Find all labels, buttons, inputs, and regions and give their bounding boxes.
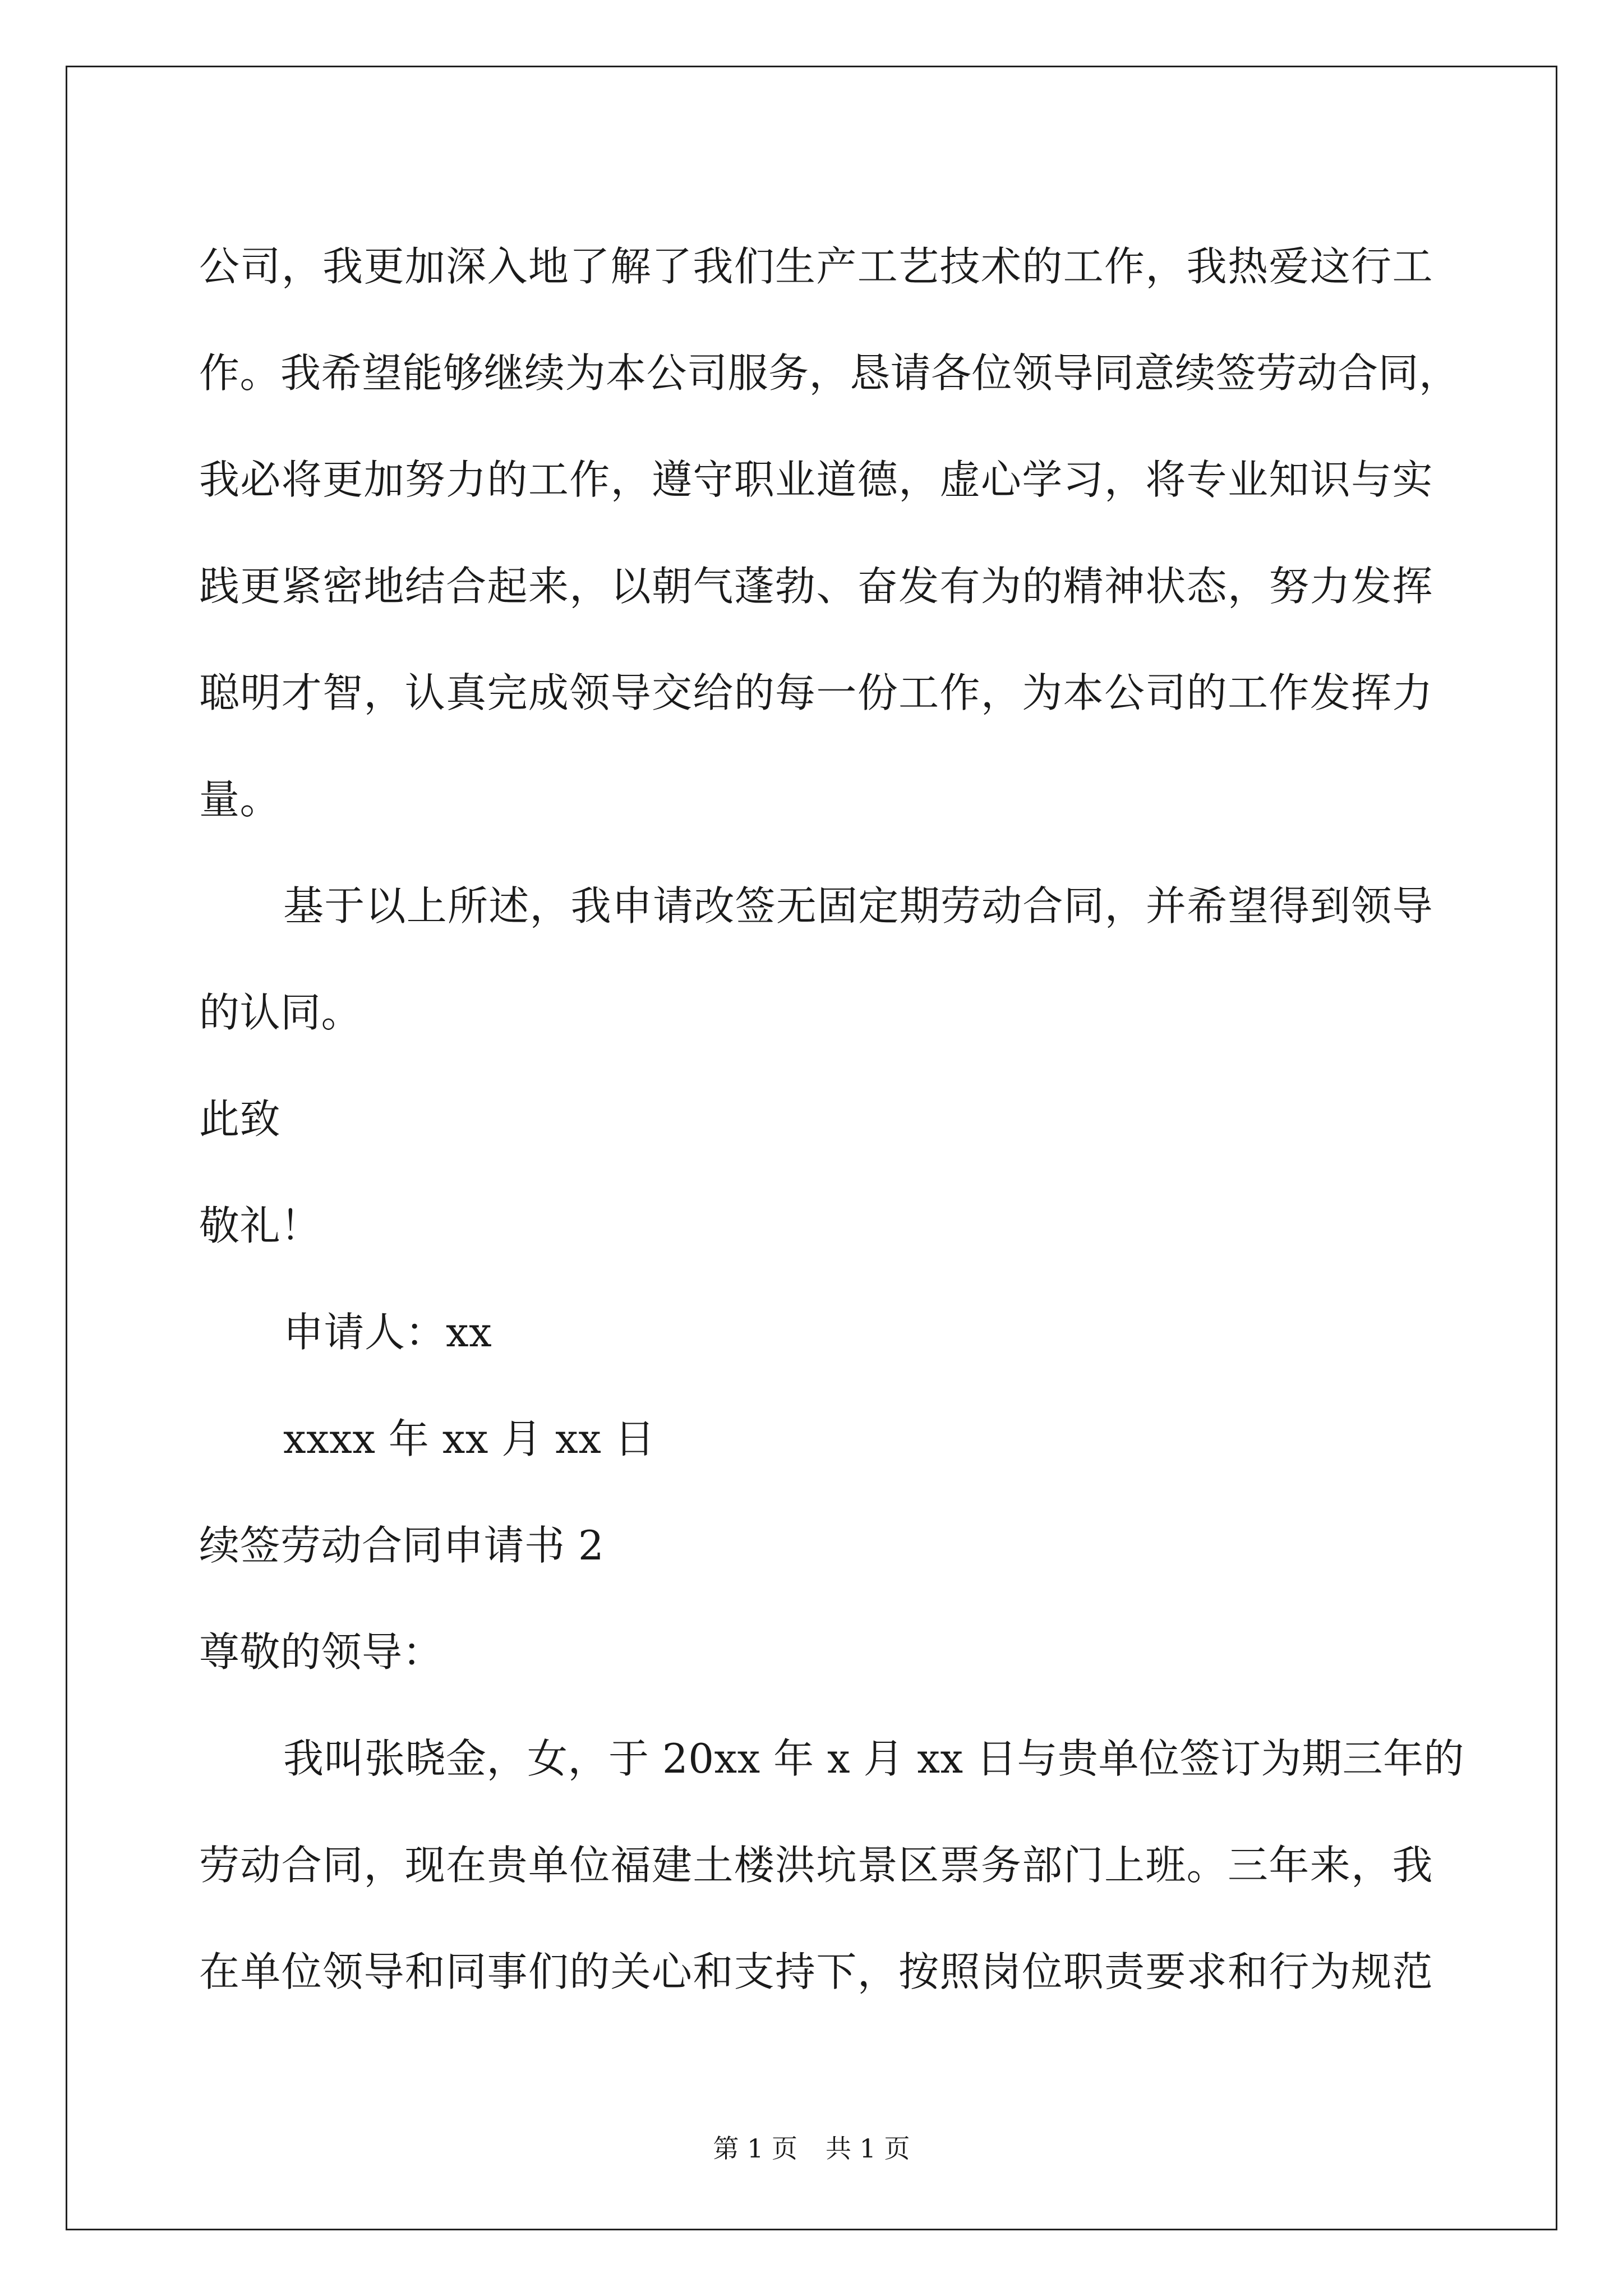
page-number-total: 共 1 页 <box>826 2133 910 2164</box>
paragraph-line: 公司，我更加深入地了解了我们生产工艺技术的工作，我热爱这行工 <box>199 243 1433 290</box>
paragraph-line: 量。 <box>199 776 281 823</box>
applicant-signature: 申请人：xx <box>283 1309 492 1356</box>
paragraph-line: 聪明才智，认真完成领导交给的每一份工作，为本公司的工作发挥力 <box>199 669 1433 716</box>
paragraph-line: 践更紧密地结合起来，以朝气蓬勃、奋发有为的精神状态，努力发挥 <box>199 563 1433 610</box>
signature-date: xxxx 年 xx 月 xx 日 <box>283 1415 656 1462</box>
paragraph-line: 在单位领导和同事们的关心和支持下，按照岗位职责要求和行为规范 <box>199 1948 1433 1995</box>
document-body <box>199 213 1464 2025</box>
closing-salutation: 此致 <box>199 1096 281 1143</box>
page-footer <box>0 2132 1623 2165</box>
paragraph-line: 我叫张晓金，女，于 20xx 年 x 月 xx 日与贵单位签订为期三年的 <box>283 1735 1464 1782</box>
paragraph-line: 作。我希望能够继续为本公司服务，恳请各位领导同意续签劳动合同， <box>199 349 1460 397</box>
letter-greeting: 尊敬的领导： <box>199 1628 444 1676</box>
section-title: 续签劳动合同申请书 2 <box>199 1522 605 1569</box>
paragraph-line: 我必将更加努力的工作，遵守职业道德，虚心学习，将专业知识与实 <box>199 456 1433 503</box>
paragraph-line: 基于以上所述，我申请改签无固定期劳动合同，并希望得到领导 <box>283 882 1433 930</box>
closing-regards: 敬礼！ <box>199 1202 321 1249</box>
paragraph-line: 劳动合同，现在贵单位福建土楼洪坑景区票务部门上班。三年来，我 <box>199 1842 1433 1889</box>
paragraph-line: 的认同。 <box>199 989 362 1036</box>
page-number-current: 第 1 页 <box>713 2133 797 2164</box>
